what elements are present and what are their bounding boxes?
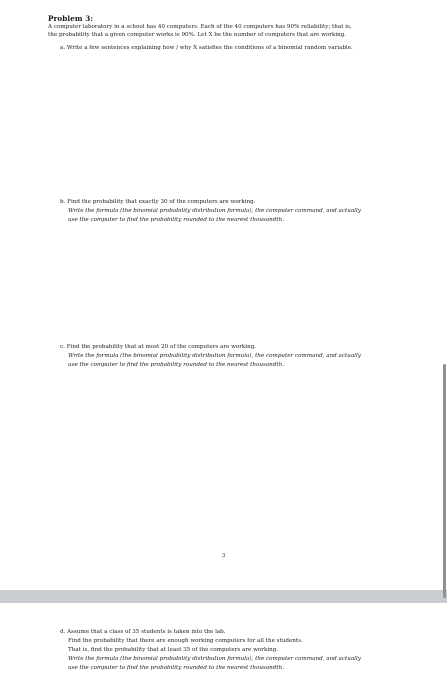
part-c-instruction-2: use the computer to find the probability rounded to the nearest thousandth. [68, 362, 284, 368]
page-separator [0, 590, 447, 603]
part-d-line-2: That is, find the probability that at least 35 of the computers are working. [68, 647, 279, 653]
page-number: 3 [221, 553, 226, 559]
part-a-question: a. Write a few sentences explaining how / why X satisfies the conditions of a binomial random variable. [60, 45, 353, 51]
intro-line-2: the probability that a given computer works is 90%. Let X be the number of computers that are working. [48, 32, 347, 38]
scrollbar-thumb[interactable] [443, 364, 446, 598]
problem-heading: Problem 3: [48, 14, 94, 23]
part-d-instruction-1: Write the formula (the binomial probability distribution formula), the computer command, and actually [68, 656, 361, 662]
part-b-instruction-2: use the computer to find the probability rounded to the nearest thousandth. [68, 217, 284, 223]
part-b-question: b. Find the probability that exactly 30 of the computers are working. [60, 199, 256, 205]
part-d-instruction-2: use the computer to find the probability rounded to the nearest thousandth. [68, 665, 284, 671]
part-c-question: c. Find the probability that at most 20 of the computers are working. [60, 344, 257, 350]
intro-line-1: A computer laboratory in a school has 40 computers. Each of the 40 computers has 90% reliability; that is, [48, 24, 352, 30]
part-d-line-1: Find the probability that there are enough working computers for all the students. [68, 638, 303, 644]
part-d-question: d. Assume that a class of 35 students is taken into the lab. [60, 629, 226, 635]
document-page-2 [0, 603, 447, 700]
vertical-scrollbar[interactable] [443, 0, 447, 700]
part-b-instruction-1: Write the formula (the binomial probability distribution formula), the computer command, and actually [68, 208, 361, 214]
part-c-instruction-1: Write the formula (the binomial probability distribution formula), the computer command, and actually [68, 353, 361, 359]
